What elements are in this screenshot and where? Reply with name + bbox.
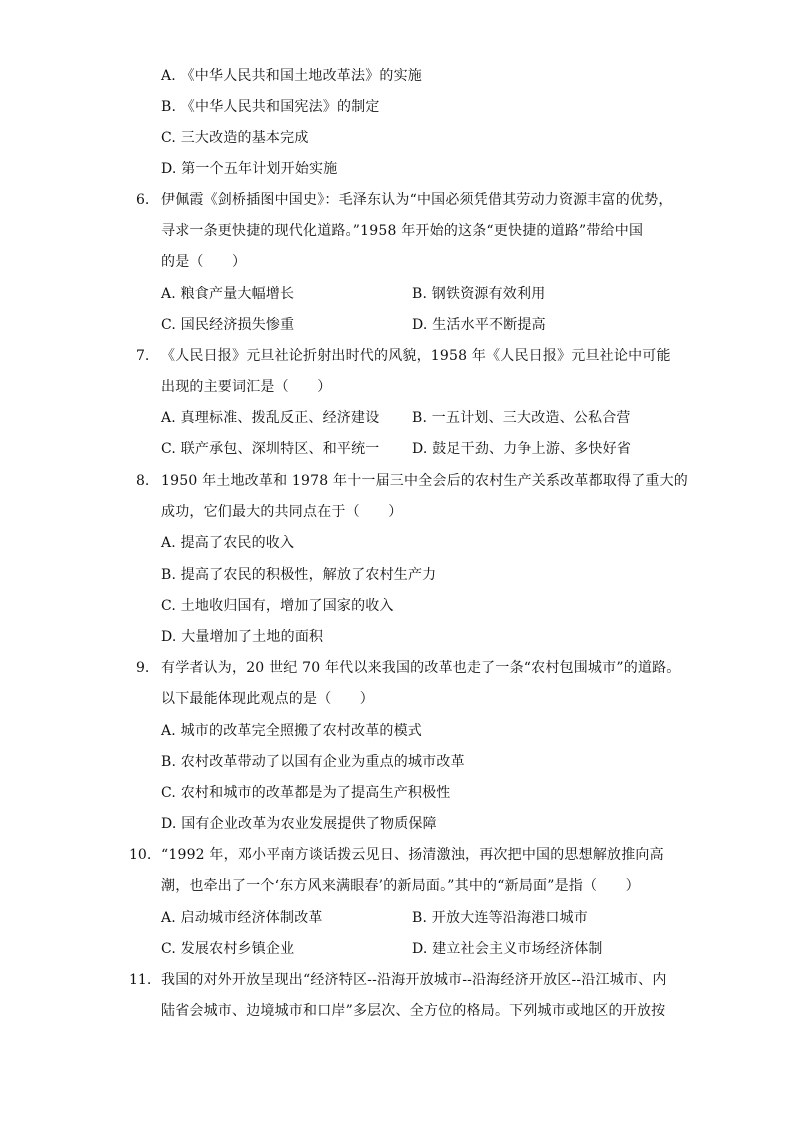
q9-option-d: D. 国有企业改革为农业发展提供了物质保障 bbox=[161, 816, 437, 832]
q9-option-b: B. 农村改革带动了以国有企业为重点的城市改革 bbox=[161, 754, 465, 770]
q10-option-d: D. 建立社会主义市场经济体制 bbox=[412, 941, 603, 957]
q10-option-a: A. 启动城市经济体制改革 bbox=[161, 910, 323, 926]
q5-option-a: A. 《中华人民共和国土地改革法》的实施 bbox=[161, 68, 423, 84]
q7-option-b: B. 一五计划、三大改造、公私合营 bbox=[412, 410, 631, 426]
q10-number: 10. bbox=[129, 847, 152, 863]
q6-stem-line-3: 的是（ ） bbox=[161, 254, 247, 270]
q11-stem-line-2: 陆省会城市、边境城市和口岸”多层次、全方位的格局。下列城市或地区的开放按 bbox=[161, 1003, 666, 1019]
q10-stem-line-2: 潮，也牵出了一个‘东方风来满眼春’的新局面。”其中的“新局面”是指（ ） bbox=[161, 878, 640, 894]
q5-option-b: B. 《中华人民共和国宪法》的制定 bbox=[161, 99, 380, 115]
q10-option-b: B. 开放大连等沿海港口城市 bbox=[412, 910, 588, 926]
q9-stem-line-2: 以下最能体现此观点的是（ ） bbox=[161, 691, 374, 707]
q7-number: 7. bbox=[136, 348, 150, 364]
q5-option-d: D. 第一个五年计划开始实施 bbox=[161, 161, 338, 177]
q9-option-c: C. 农村和城市的改革都是为了提高生产积极性 bbox=[161, 785, 451, 801]
q6-option-a: A. 粮食产量大幅增长 bbox=[161, 286, 295, 302]
q9-option-a: A. 城市的改革完全照搬了农村改革的模式 bbox=[161, 723, 423, 739]
q6-number: 6. bbox=[136, 192, 150, 208]
q8-stem-line-2: 成功，它们最大的共同点在于（ ） bbox=[161, 504, 403, 520]
q10-option-c: C. 发展农村乡镇企业 bbox=[161, 941, 295, 957]
q8-stem-line-1: 1950 年土地改革和 1978 年十一届三中全会后的农村生产关系改革都取得了重大的 bbox=[161, 473, 689, 489]
q6-stem-line-2: 寻求一条更快捷的现代化道路。”1958 年开始的这条“更快捷的道路”带给中国 bbox=[161, 223, 644, 239]
q11-stem-line-1: 我国的对外开放呈现出“经济特区--沿海开放城市--沿海经济开放区--沿江城市、内 bbox=[161, 972, 667, 988]
q6-option-d: D. 生活水平不断提高 bbox=[412, 317, 546, 333]
q9-stem-line-1: 有学者认为，20 世纪 70 年代以来我国的改革也走了一条“农村包围城市”的道路。 bbox=[161, 660, 681, 676]
q8-option-b: B. 提高了农民的积极性，解放了农村生产力 bbox=[161, 567, 437, 583]
q7-stem-line-2: 出现的主要词汇是（ ） bbox=[161, 379, 332, 395]
q7-option-d: D. 鼓足干劲、力争上游、多快好省 bbox=[412, 441, 632, 457]
q8-option-a: A. 提高了农民的收入 bbox=[161, 535, 295, 551]
q9-number: 9. bbox=[136, 660, 150, 676]
q8-option-c: C. 土地收归国有，增加了国家的收入 bbox=[161, 598, 394, 614]
q7-option-a: A. 真理标准、拨乱反正、经济建设 bbox=[161, 410, 380, 426]
q11-number: 11. bbox=[129, 972, 152, 988]
q6-option-b: B. 钢铁资源有效利用 bbox=[412, 286, 546, 302]
q8-number: 8. bbox=[136, 473, 150, 489]
q7-option-c: C. 联产承包、深圳特区、和平统一 bbox=[161, 441, 380, 457]
q8-option-d: D. 大量增加了土地的面积 bbox=[161, 629, 324, 645]
q10-stem-line-1: “1992 年，邓小平南方谈话拨云见日、扬清激浊，再次把中国的思想解放推向高 bbox=[161, 847, 664, 863]
q6-option-c: C. 国民经济损失惨重 bbox=[161, 317, 295, 333]
q6-stem-line-1: 伊佩霞《剑桥插图中国史》：毛泽东认为“中国必须凭借其劳动力资源丰富的优势， bbox=[161, 192, 673, 208]
q5-option-c: C. 三大改造的基本完成 bbox=[161, 130, 309, 146]
q7-stem-line-1: 《人民日报》元旦社论折射出时代的风貌，1958 年《人民日报》元旦社论中可能 bbox=[161, 348, 671, 364]
